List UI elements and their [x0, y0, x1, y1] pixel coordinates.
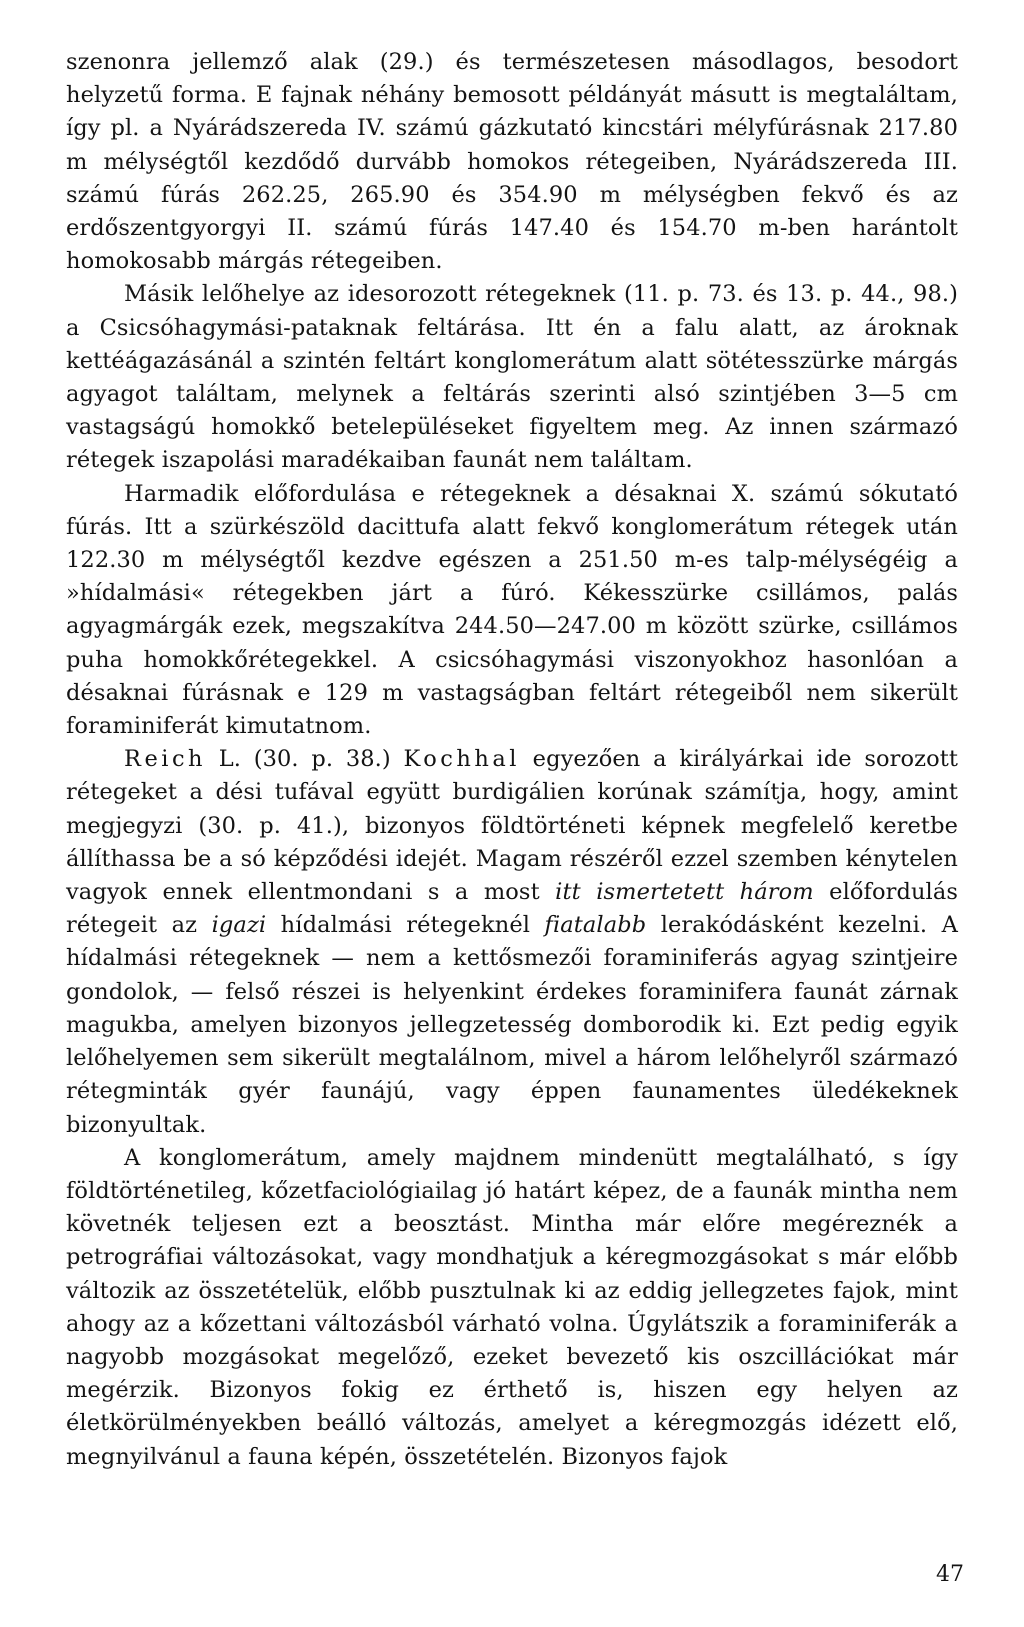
- paragraph-3: Harmadik előfordulása e rétegeknek a désaknai X. számú sókutató fúrás. Itt a szürkészöld dacittufa alatt fekvő konglomerátum rétegek után 122.30 m mélységtől kezdve egészen a 251.50 m-es talp-mélységéig a »hídalmási« rétegekben járt a fúró. Kékesszürke csillámos, palás agyagmárgák ezek, megszakítva 244.50—247.00 m között szürke, csillámos puha homokkőrétegekkel. A csicsóhagymási viszonyokhoz hasonlóan a désaknai fúrásnak e 129 m vastagságban feltárt rétegeiből nem sikerült foraminiferát kimutatnom.: [66, 480, 958, 740]
- paragraph-1: szenonra jellemző alak (29.) és természetesen másodlagos, besodort helyzetű forma. E fajnak néhány bemosott példányát másutt is megtaláltam, így pl. a Nyárádszereda IV. számú gázkutató kincstári mélyfúrásnak 217.80 m mélységtől kezdődő durvább homokos rétegeiben, Nyárádszereda III. számú fúrás 262.25, 265.90 és 354.90 m mélységben fekvő és az erdőszentgyorgyi II. számú fúrás 147.40 és 154.70 m-ben harántolt homokosabb márgás rétegeiben.: [66, 49, 958, 275]
- italic-word-igazi: igazi: [211, 912, 267, 939]
- italic-word-fiatalabb: fiatalabb: [544, 912, 647, 939]
- paragraph-4-seg-3: előfordulás rétegeit az: [66, 879, 958, 939]
- paragraph-4-seg-2: egyezően a királyárkai ide sorozott rétegeket a dési tufával együtt burdigálien korúnak számítja, hogy, amint megjegyzi (30. p. 41.), bizonyos földtörténeti képnek megfelelő keretbe állíthassa be a só képződési idejét. Magam részéről ezzel szemben kénytelen vagyok ennek ellentmondani s a most: [66, 746, 959, 906]
- paragraph-4: [66, 743, 958, 1141]
- paragraph-4-seg-1: L. (30. p. 38.): [206, 746, 404, 773]
- author-name-reich: Reich: [124, 746, 207, 773]
- author-name-koch: Kochhal: [403, 746, 520, 773]
- paragraph-2: Másik lelőhelye az idesorozott rétegeknek (11. p. 73. és 13. p. 44., 98.) a Csicsóhagymási-pataknak feltárása. Itt én a falu alatt, az ároknak kettéágazásánál a szintén feltárt konglomerátum alatt sötétesszürke márgás agyagot találtam, melynek a feltárás szerinti alsó szintjében 3—5 cm vastagságú homokkő betelepüléseket figyeltem meg. Az innen származó rétegek iszapolási maradékaiban faunát nem találtam.: [66, 281, 958, 474]
- page-body: [66, 46, 958, 1586]
- paragraph-5: A konglomerátum, amely majdnem mindenütt megtalálható, s így földtörténetileg, kőzetfaciológiailag jó határt képez, de a faunák mintha nem követnék teljesen ezt a beosztást. Mintha már előre megéreznék a petrográfiai változásokat, vagy mondhatjuk a kéregmozgásokat s már előbb változik az összetételük, előbb pusztulnak ki az eddig jellegzetes fajok, mint ahogy az a kőzettani változásból várható volna. Úgylátszik a foraminiferák a nagyobb mozgásokat megelőző, ezeket bevezető kis oszcillációkat már megérzik. Bizonyos fokig ez érthető is, hiszen egy helyen az életkörülményekben beálló változás, amelyet a kéregmozgás idézett elő, megnyilvánul a fauna képén, összetételén. Bizonyos fajok: [66, 1144, 958, 1470]
- italic-phrase-itt-ismertetett-harom: itt ismertetett három: [555, 879, 814, 906]
- paragraph-4-seg-5: lerakódásként kezelni. A hídalmási rétegeknek — nem a kettősmezői foraminiferás agyag szintjeire gondolok, — felső részei is helyenkint érdekes foraminifera faunát zárnak magukba, amelyen bizonyos jellegzetesség domborodik ki. Ezt pedig egyik lelőhelyemen sem sikerült megtalálnom, mivel a három lelőhelyről származó rétegminták gyér faunájú, vagy éppen faunamentes üledékeknek bizonyultak.: [66, 912, 958, 1138]
- paragraph-4-seg-4: hídalmási rétegeknél: [266, 912, 545, 939]
- page-number: 47: [936, 1562, 964, 1587]
